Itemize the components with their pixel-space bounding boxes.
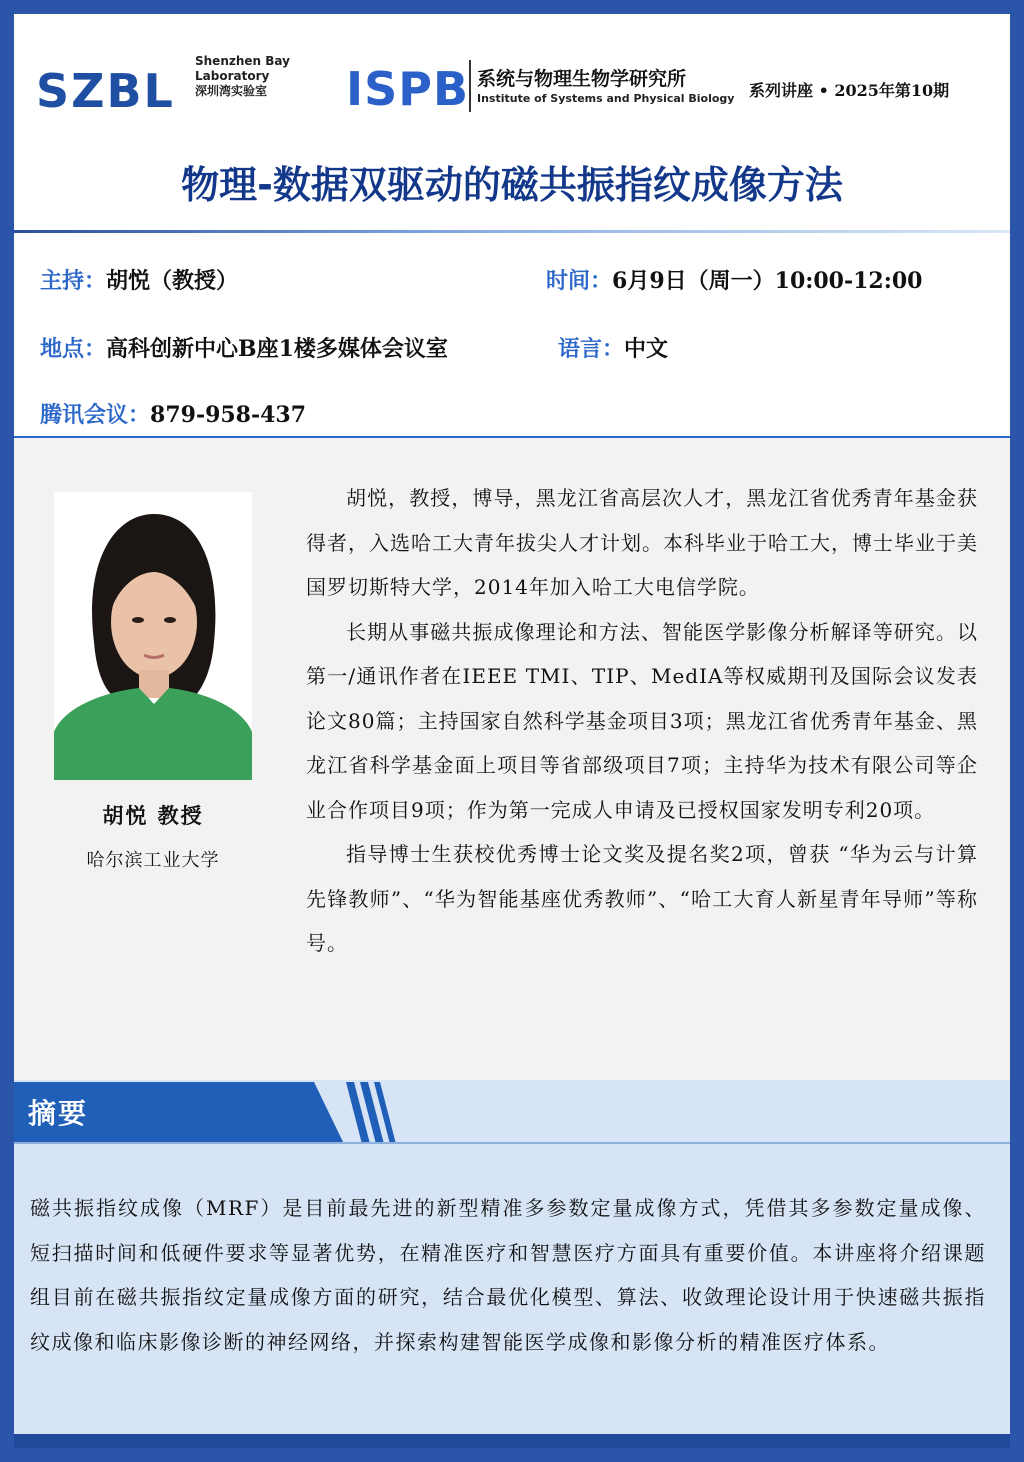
abstract-title: 摘要 xyxy=(28,1097,89,1130)
header-divider xyxy=(14,230,1010,233)
szbl-cn: 深圳湾实验室 xyxy=(195,84,268,98)
szbl-en-line2: Laboratory xyxy=(195,69,270,83)
meeting-row xyxy=(40,398,306,429)
venue-value: 高科创新中心B座1楼多媒体会议室 xyxy=(106,336,448,362)
venue-label: 地点： xyxy=(40,336,107,362)
host-value: 胡悦（教授） xyxy=(106,268,239,294)
language-row xyxy=(558,332,668,363)
ispb-en-name: Institute of Systems and Physical Biology xyxy=(477,92,735,105)
speaker-bio xyxy=(306,476,978,966)
speaker-photo xyxy=(54,492,252,780)
time-label: 时间： xyxy=(546,268,613,294)
bio-paragraph: 指导博士生获校优秀博士论文奖及提名奖2项，曾获 “华为云与计算先锋教师”、“华为智能基座优秀教师”、“哈工大育人新星青年导师”等称号。 xyxy=(306,842,978,955)
language-value: 中文 xyxy=(624,336,669,362)
time-row xyxy=(546,264,922,295)
page-title: 物理-数据双驱动的磁共振指纹成像方法 xyxy=(181,163,843,207)
series-label: 系列讲座 • 2025年第10期 xyxy=(749,81,950,100)
szbl-logo-text xyxy=(195,54,290,99)
bio-paragraph: 胡悦，教授，博导，黑龙江省高层次人才，黑龙江省优秀青年基金获得者，入选哈工大青年拔尖人才计划。本科毕业于哈工大，博士毕业于美国罗切斯特大学，2014年加入哈工大电信学院。 xyxy=(306,486,978,599)
ispb-logo: ISPB xyxy=(346,62,470,116)
speaker-name: 胡悦 教授 xyxy=(102,803,204,828)
bio-paragraph: 长期从事磁共振成像理论和方法、智能医学影像分析解译等研究。以第一/通讯作者在IEEE TMI、TIP、MedIA等权威期刊及国际会议发表论文80篇；主持国家自然科学基金项目3项；黑龙江省优秀青年基金、黑龙江省科学基金面上项目等省部级项目7项；主持华为技术有限公司等企业合作项目9项；作为第一完成人申请及已授权国家发明专利20项。 xyxy=(306,619,978,822)
venue-row xyxy=(40,332,448,363)
speaker-portrait-icon xyxy=(54,492,252,780)
abstract-divider xyxy=(14,1142,1010,1144)
logo-divider xyxy=(469,60,471,112)
poster-frame xyxy=(14,14,1010,1448)
header xyxy=(14,14,1010,244)
meeting-id: 879-958-437 xyxy=(150,402,307,428)
meeting-label: 腾讯会议： xyxy=(40,402,151,428)
time-value: 6月9日（周一）10:00-12:00 xyxy=(612,268,923,294)
speaker-section xyxy=(14,438,1010,1080)
ispb-cn-name: 系统与物理生物学研究所 xyxy=(477,68,687,90)
abstract-paragraph: 磁共振指纹成像（MRF）是目前最先进的新型精准多参数定量成像方式，凭借其多参数定量成像、短扫描时间和低硬件要求等显著优势，在精准医疗和智慧医疗方面具有重要价值。本讲座将介绍课题组目前在磁共振指纹定量成像方面的研究，结合最优化模型、算法、收敛理论设计用于快速磁共振指纹成像和临床影像诊断的神经网络，并探索构建智能医学成像和影像分析的精准医疗体系。 xyxy=(30,1196,986,1354)
szbl-en-line1: Shenzhen Bay xyxy=(195,54,290,68)
poster-sheet xyxy=(14,14,1010,1434)
speaker-affiliation: 哈尔滨工业大学 xyxy=(86,850,220,871)
host-row xyxy=(40,264,238,295)
szbl-logo: SZBL xyxy=(36,64,175,118)
host-label: 主持： xyxy=(40,268,107,294)
language-label: 语言： xyxy=(558,336,625,362)
abstract-text xyxy=(30,1186,986,1364)
